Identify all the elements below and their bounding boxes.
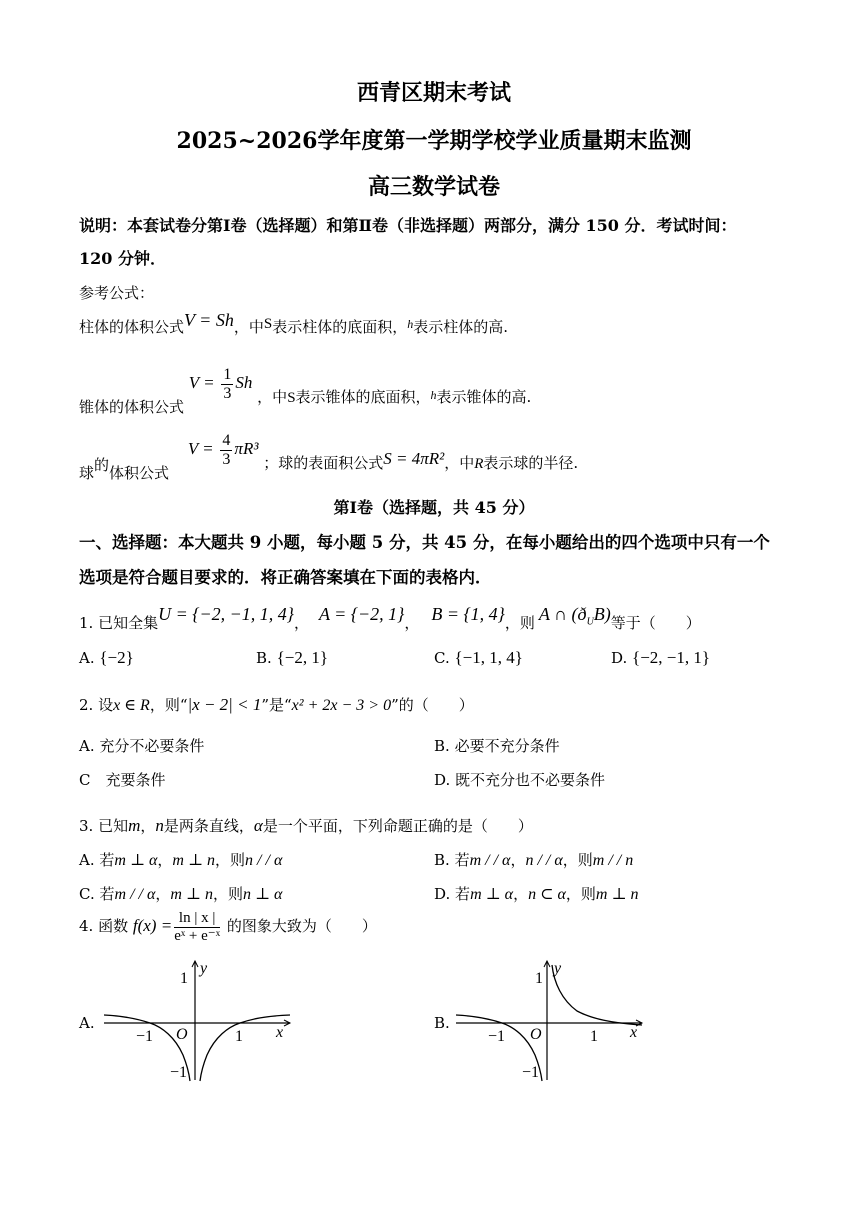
q2-abs-expr: |x − 2| < 1 [187,695,262,714]
origin-label: O [176,1026,188,1043]
q2-option-a[interactable] [79,735,204,756]
q3-option-a-expr-2: m ⊥ n [172,852,216,869]
curve-right-branch [552,965,642,1025]
q2-option-c-value: 充要条件 [105,771,166,789]
q3-option-b[interactable] [434,849,633,870]
q3-option-a-expr-3: n / / α [245,852,283,869]
q3-option-a-text-2: ，则 [215,851,246,869]
q1-expr-end: B) [593,604,611,624]
cone-rhs: Sh [235,373,253,393]
prism-mid: ，中 [233,318,264,336]
sphere-lhs: V = [187,439,214,459]
q1-sep-1: ， [293,614,309,632]
sphere-fraction-den: 3 [222,450,231,468]
sphere-formula-line [79,432,579,483]
q1-option-c-label: C. [434,649,450,667]
cone-lhs: V = [188,373,215,393]
q2-option-c-label: C [79,771,91,789]
q3-option-a[interactable] [79,849,282,870]
q3-option-b-text-1: 若 [454,851,470,869]
q4-stem [79,910,377,944]
q3-option-d-label: D. [434,885,451,903]
q3-stem-mid: 是两条直线， [163,817,254,835]
q3-option-c-label: C. [79,885,95,903]
q1-set-a: A = {−2, 1} [318,604,405,624]
q3-option-a-expr-1: m ⊥ α [114,852,158,869]
q4-func-lhs: f(x) = [132,916,173,935]
q3-option-c-expr-2: m ⊥ n [170,886,213,903]
x-tick-right: 1 [235,1028,243,1045]
q2-stem [79,694,474,715]
q4-option-b-label[interactable]: B. [434,1014,450,1032]
prism-end: 表示柱体的高. [413,318,508,336]
q4-stem-end: 的图象大致为（ ） [226,917,377,935]
q2-option-b-label: B. [434,737,450,755]
instructions-line-2: 120 分钟． [79,249,166,268]
q3-option-b-label: B. [434,851,450,869]
exam-term-title: 2025~2026学年度第一学期学校学业质量期末监测 [176,128,692,154]
exam-region-title: 西青区期末考试 [356,80,511,106]
cone-h: h [430,388,437,403]
q2-quad-expr: x² + 2x − 3 > 0 [291,697,392,714]
y-tick-top: 1 [180,970,188,987]
cone-formula-line [79,366,532,417]
q1-option-d-label: D. [611,649,628,667]
cone-end: 表示锥体的高. [436,388,532,407]
q3-option-d-text-2: ，则 [565,885,596,903]
q1-expr-sub: U [586,616,594,628]
q2-option-a-label: A. [79,737,95,755]
q2-option-d-label: D. [434,771,451,789]
q3-stem-end: 是一个平面，下列命题正确的是（ ） [262,817,533,835]
q3-option-d[interactable] [434,883,639,904]
q1-stem [79,604,701,632]
x-tick-left: −1 [136,1028,154,1045]
prism-s: S [263,316,273,332]
q1-option-a-value: {−2} [99,648,134,667]
q2-option-b-value: 必要不充分条件 [454,737,560,755]
q3-option-b-expr-3: m / / n [592,852,634,869]
q3-m: m [128,816,141,835]
sphere-prefix-2: 的 [94,456,110,475]
q2-option-a-value: 充分不必要条件 [99,737,205,755]
cone-fraction-num: 1 [223,366,232,383]
q3-option-c-sep: ， [155,885,171,903]
x-tick-right: 1 [590,1028,598,1045]
q3-alpha: α [253,816,263,835]
exam-subject-title: 高三数学试卷 [367,174,500,200]
y-tick-top: 1 [535,970,543,987]
y-axis-label: y [200,960,208,977]
cone-formula-prefix: 锥体的体积公式 [79,398,185,417]
q1-option-b-label: B. [256,649,272,667]
q3-option-d-expr-2: n ⊂ α [528,886,566,903]
q3-option-c-expr-1: m / / α [114,886,156,903]
q1-sep-2: ， [404,614,420,632]
q3-option-b-expr-1: m / / α [469,852,511,869]
sphere-mid2: ，中 [444,454,475,473]
q1-stem-mid: ，则 [504,614,535,632]
q2-stem-prefix: 2. 设 [79,696,114,714]
sphere-surface-formula: S = 4πR² [383,449,445,469]
formulas-heading: 参考公式： [79,284,155,302]
x-axis-label: x [276,1024,284,1041]
q4-graph-b[interactable] [452,955,652,1085]
q1-option-b-value: {−2, 1} [276,648,328,667]
q1-set-u: U = {−2, −1, 1, 4} [158,604,294,624]
q2-option-b[interactable] [434,735,560,756]
q1-option-d[interactable] [611,648,710,668]
section1-intro-line-2: 选项是符合题目要求的．将正确答案填在下面的表格内． [79,568,492,587]
y-axis-label: y [554,960,562,977]
q1-option-c[interactable] [434,648,523,668]
section1-intro-line-1: 一、选择题：本大题共 9 小题，每小题 5 分，共 45 分，在每小题给出的四个选项中只有一个 [79,533,770,552]
q1-option-a[interactable] [79,648,134,668]
x-axis-label: x [630,1024,638,1041]
prism-formula: V = Sh [184,310,234,330]
q4-option-a-label[interactable]: A. [79,1014,95,1032]
q3-option-a-sep: ， [157,851,173,869]
q1-stem-end: 等于（ ） [610,614,701,632]
sphere-prefix-1: 球 [79,464,95,483]
q2-option-c[interactable] [79,769,166,790]
y-tick-bottom: −1 [522,1064,540,1081]
x-tick-left: −1 [488,1028,506,1045]
q2-condition: x ∈ R [113,697,150,714]
q4-func-num: ln | x | [174,910,220,928]
q3-option-d-expr-3: m ⊥ n [595,886,639,903]
q2-stem-end: ”的（ ） [391,696,474,714]
q1-option-d-value: {−2, −1, 1} [632,648,711,667]
cone-mid: ，中 [257,388,288,407]
q3-stem [79,815,533,836]
q3-option-d-sep: ， [513,885,529,903]
q3-option-b-sep: ， [510,851,526,869]
q1-stem-prefix: 1. 已知全集 [79,614,159,632]
prism-desc: 表示柱体的底面积， [272,318,408,336]
q2-option-d-value: 既不充分也不必要条件 [455,771,606,789]
q3-option-c[interactable] [79,883,282,904]
q1-option-b[interactable] [256,648,328,668]
sphere-end: 表示球的半径. [483,454,579,473]
q1-option-c-value: {−1, 1, 4} [454,648,523,667]
q1-option-a-label: A. [79,649,95,667]
sphere-prefix-3: 体积公式 [109,464,170,483]
q3-option-c-text-1: 若 [99,885,115,903]
sphere-mid: ；球的表面积公式 [263,454,384,473]
q3-option-b-expr-2: n / / α [525,852,563,869]
cone-fraction [221,366,233,402]
prism-formula-prefix: 柱体的体积公式 [79,318,185,336]
q3-option-a-label: A. [79,851,95,869]
sphere-rhs: πR³ [234,439,259,459]
origin-label: O [530,1026,542,1043]
q3-comma: ， [140,817,156,835]
q1-expr [538,604,611,628]
q3-stem-prefix: 3. 已知 [79,817,129,835]
q3-option-d-text-1: 若 [455,885,471,903]
sphere-r: R [474,456,484,473]
cone-s: S [287,390,296,407]
q4-func-den: eˣ + e⁻ˣ [174,927,221,944]
q3-option-a-text-1: 若 [99,851,115,869]
section1-title: 第Ⅰ卷（选择题，共 45 分） [333,498,535,517]
q4-stem-prefix: 4. 函数 [79,917,129,935]
q2-stem-mid-2: ”是“ [261,696,292,714]
q3-n: n [155,816,164,835]
prism-h: h [407,317,414,331]
q4-graph-a[interactable] [100,955,300,1085]
y-tick-bottom: −1 [170,1064,188,1081]
q3-option-b-text-2: ，则 [562,851,593,869]
cone-desc: 表示锥体的底面积， [295,388,431,407]
sphere-fraction [220,432,232,468]
q1-set-b: B = {1, 4} [431,604,505,624]
q3-option-c-expr-3: n ⊥ α [243,886,283,903]
q2-option-d[interactable] [434,769,605,790]
q2-stem-mid-1: ，则“ [149,696,188,714]
sphere-fraction-num: 4 [222,432,231,449]
q1-expr-main: A ∩ (ð [538,604,587,624]
q3-option-c-text-2: ，则 [212,885,243,903]
q4-func-fraction [174,910,220,944]
instructions-line-1: 说明：本套试卷分第Ⅰ卷（选择题）和第Ⅱ卷（非选择题）两部分，满分 150 分．考试时间： [79,216,737,235]
prism-formula-line [79,310,508,337]
cone-fraction-den: 3 [223,384,232,402]
q3-option-d-expr-1: m ⊥ α [470,886,514,903]
